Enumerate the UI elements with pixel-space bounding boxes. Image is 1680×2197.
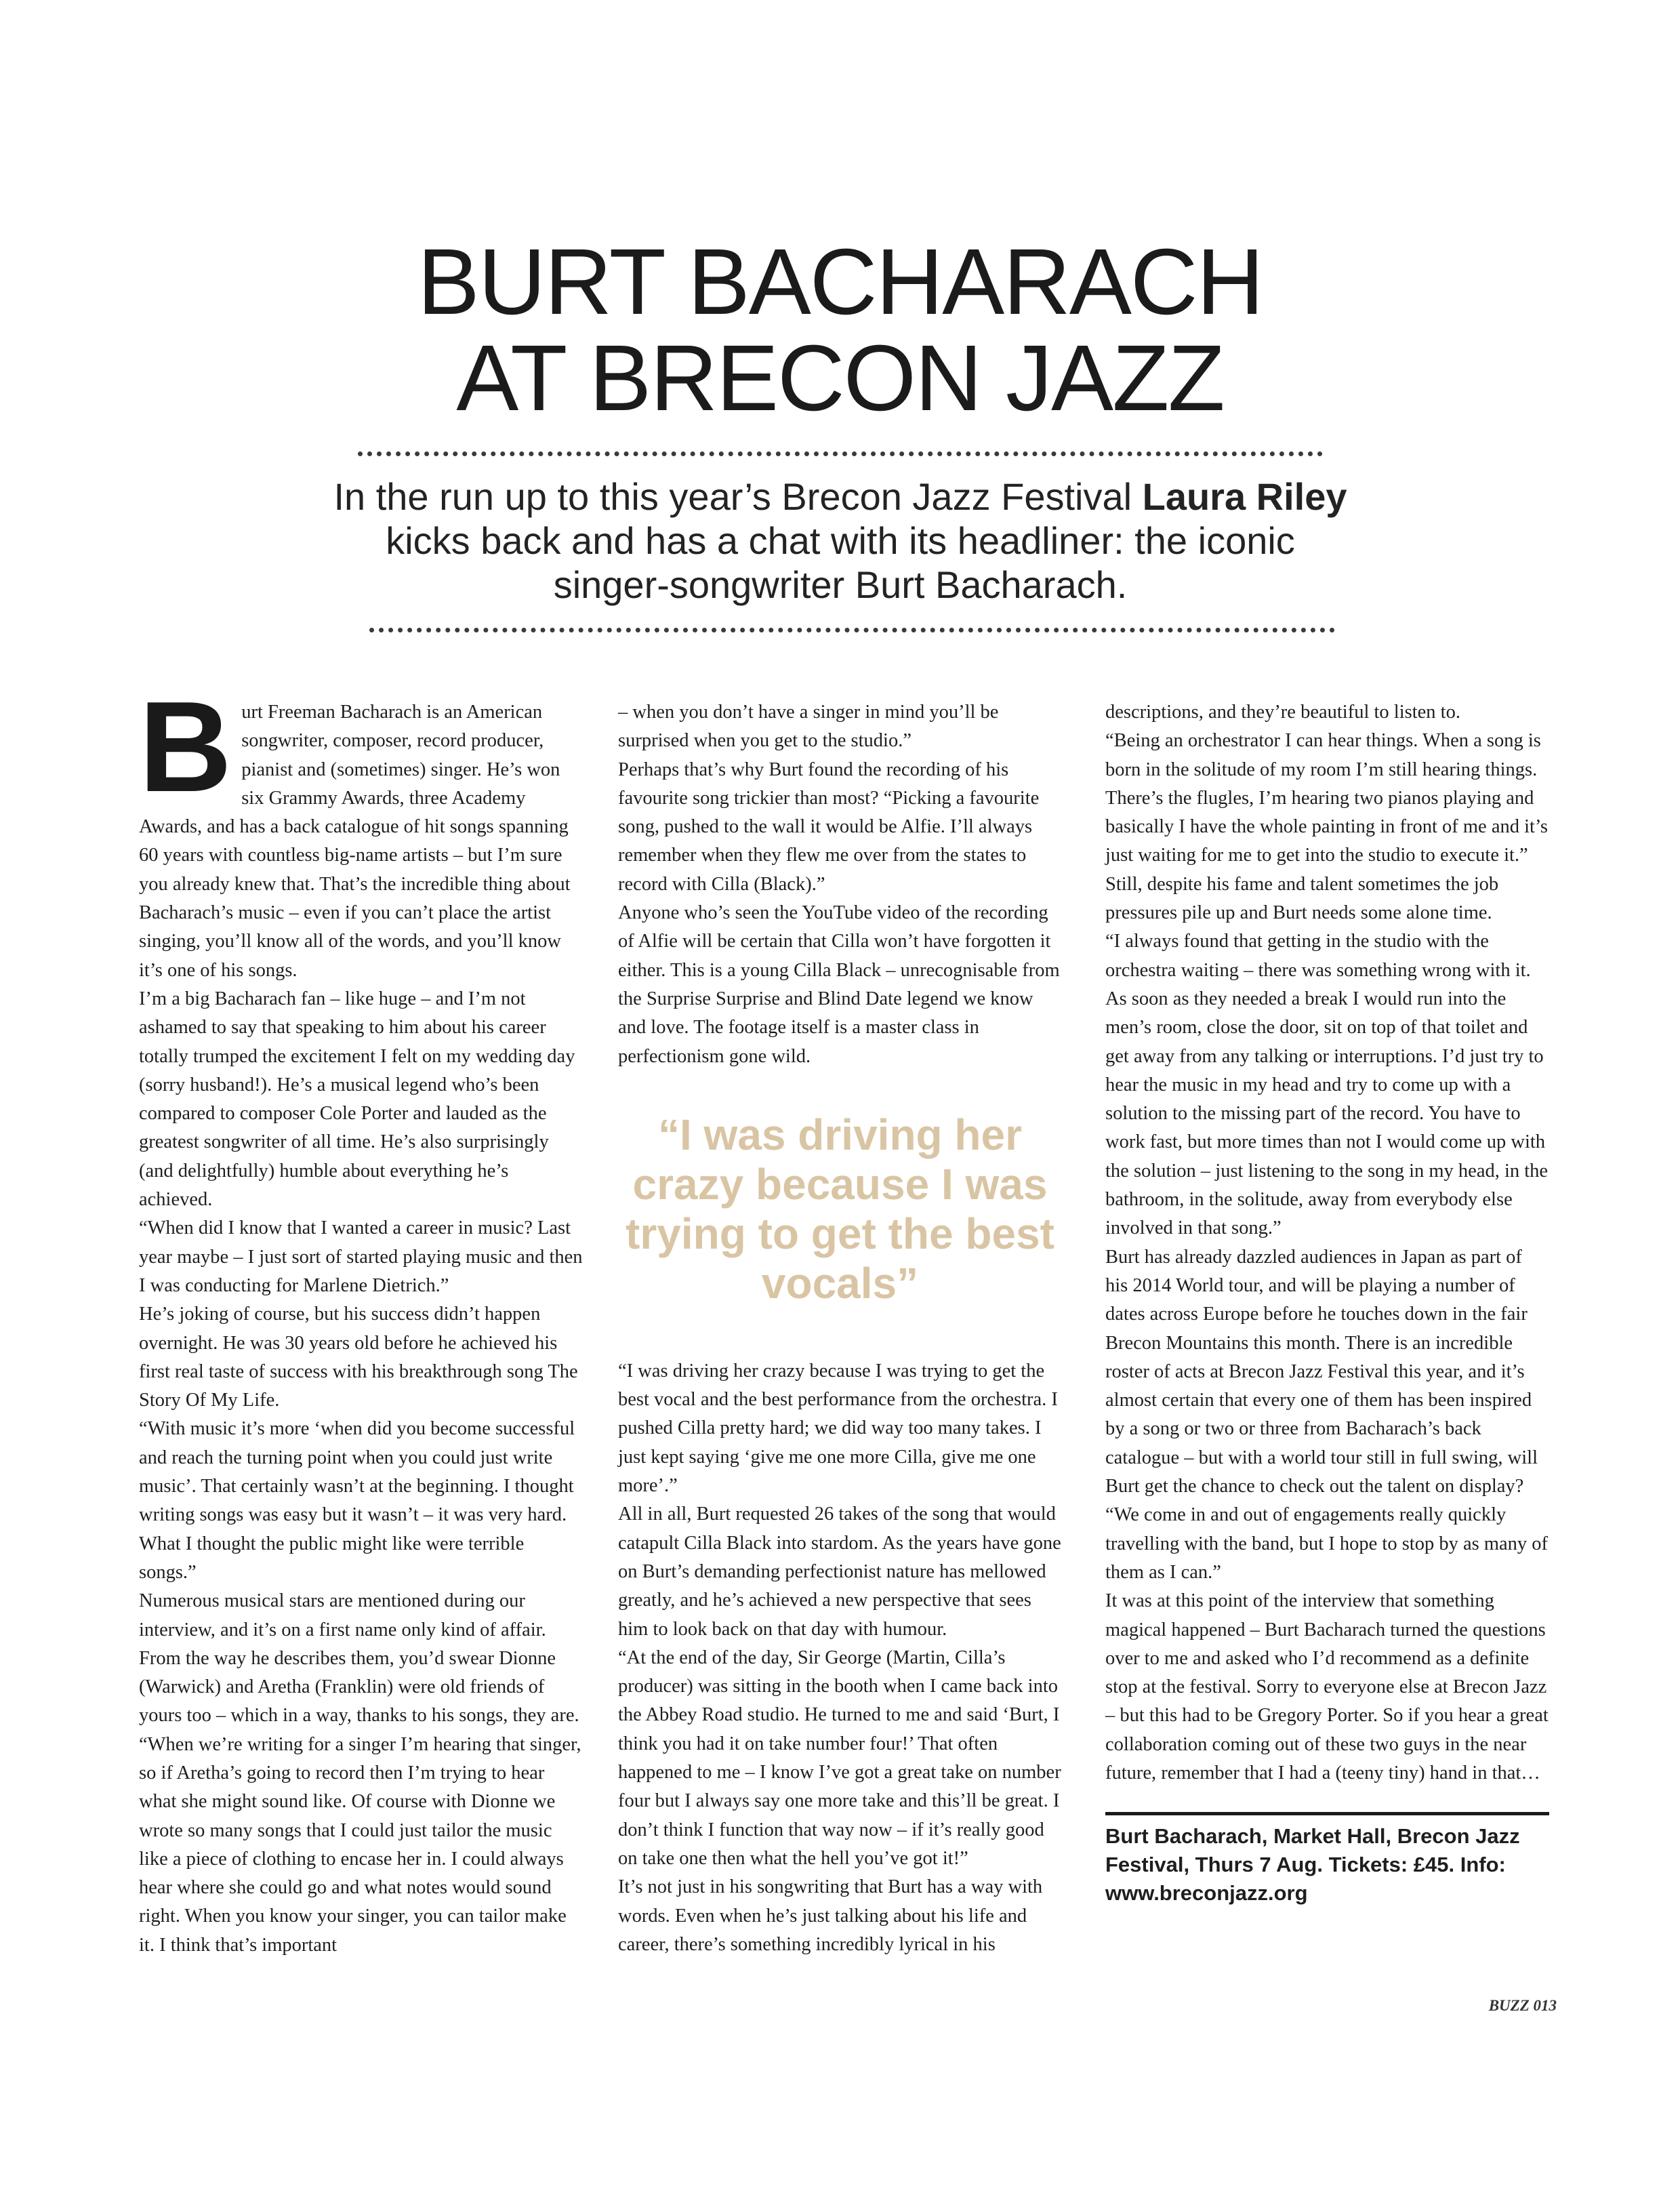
body-paragraph: “I always found that getting in the studio with the orchestra waiting – there was something wrong with it. As soon as they needed a break I would run into the men’s room, close the door, sit on top of that toilet and get away from any talking or interruptions. I’d just try to hear the music in my head and try to come up with a solution to the missing part of the record. You have to work fast, but more times than not I would come up with the solution – just listening to the song in my head, in the bathroom, in the solitude, away from everybody else involved in that song.” xyxy=(1105,931,1549,1239)
event-info-box: Burt Bacharach, Market Hall, Brecon Jazz Festival, Thurs 7 Aug. Tickets: £45. Info: www.breconjazz.org xyxy=(1105,1812,1549,1908)
body-paragraph: Anyone who’s seen the YouTube video of the recording of Alfie will be certain that Cilla won’t have forgotten it either. This is a young Cilla Black – unrecognisable from the Surprise Surprise and Blind Date legend we know and love. The footage itself is a master class in perfectionism gone wild. xyxy=(618,902,1060,1067)
body-paragraph: Numerous musical stars are mentioned during our interview, and it’s on a first name only kind of affair. From the way he describes them, you’d swear Dionne (Warwick) and Aretha (Franklin) were old friends of yours too – which in a way, thanks to his songs, they are. xyxy=(139,1590,579,1727)
body-paragraph: I’m a big Bacharach fan – like huge – and I’m not ashamed to say that speaking to him about his career totally trumped the excitement I felt on my wedding day (sorry husband!). He’s a musical legend who’s been compared to composer Cole Porter and lauded as the greatest songwriter of all time. He’s also surprisingly (and delightfully) humble about everything he’s achieved. xyxy=(139,988,575,1211)
body-paragraph: “At the end of the day, Sir George (Martin, Cilla’s producer) was sitting in the booth when I came back into the Abbey Road studio. He turned to me and said ‘Burt, I think you had it on take number four!’ That often happened to me – I know I’ve got a great take on number four but I always say one more take and this’ll be great. I don’t think I function that way now – if it’s really good on take one then what the hell you’ve got it!” xyxy=(618,1647,1061,1869)
body-paragraph: Perhaps that’s why Burt found the recording of his favourite song trickier than most? “Picking a favourite song, pushed to the wall it would be Alfie. I’ll always remember when they flew me over from the states to record with Cilla (Black).” xyxy=(618,759,1040,895)
body-paragraph: – when you don’t have a singer in mind you’ll be surprised when you get to the studio.” xyxy=(618,702,999,752)
body-paragraph: “When we’re writing for a singer I’m hearing that singer, so if Aretha’s going to record then I’m trying to hear what she might sound like. Of course with Dionne we wrote so many songs that I could just tailor the music like a piece of clothing to encase her in. I could always hear where she could go and what notes would sound right. When you know your singer, you can tailor make it. I think that’s important xyxy=(139,1733,581,1956)
standfirst-rest: kicks back and has a chat with its headliner: the iconic singer-songwriter Burt Bacharach. xyxy=(386,519,1295,606)
body-paragraph: Burt has already dazzled audiences in Japan as part of his 2014 World tour, and will be playing a number of dates across Europe before he touches down in the fair Brecon Mountains this month. There is an incredible roster of acts at Brecon Jazz Festival this year, and it’s almost certain that every one of them has been inspired by a song or two or three from Bacharach’s back catalogue – but with a world tour still in full swing, will Burt get the chance to check out the talent on display? xyxy=(1105,1246,1538,1497)
article-column-1 xyxy=(139,675,583,1960)
dotted-divider-top xyxy=(358,451,1323,456)
article-column-3 xyxy=(1105,698,1549,1908)
article-headline xyxy=(0,230,1680,430)
headline-line-2: AT BRECON JAZZ xyxy=(456,326,1224,430)
body-paragraph: “With music it’s more ‘when did you become successful and reach the turning point when you could just write music’. That certainly wasn’t at the beginning. I thought writing songs was easy but it wasn’t – it was very hard. What I thought the public might like were terrible songs.” xyxy=(139,1418,575,1583)
page-folio: BUZZ 013 xyxy=(1488,1997,1557,2014)
pull-quote: “I was driving her crazy because I was trying to get the best vocals” xyxy=(626,1110,1054,1308)
drop-cap: B xyxy=(139,675,232,819)
standfirst xyxy=(325,475,1355,607)
body-paragraph: “Being an orchestrator I can hear things. When a song is born in the solitude of my room I’m still hearing things. There’s the flugles, I’m hearing two pianos playing and basically I have the whole painting in front of me and it’s just waiting for me to get into the studio to execute it.” xyxy=(1105,730,1548,866)
body-paragraph: “I was driving her crazy because I was trying to get the best vocal and the best performance from the orchestra. I pushed Cilla pretty hard; we did way too many takes. I just kept saying ‘give me one more Cilla, give me one more’.” xyxy=(618,1360,1058,1497)
standfirst-intro: In the run up to this year’s Brecon Jazz Festival xyxy=(333,475,1143,518)
headline-line-1: BURT BACHARACH xyxy=(417,230,1263,334)
dotted-divider-bottom xyxy=(369,628,1335,632)
body-paragraph: descriptions, and they’re beautiful to listen to. xyxy=(1105,702,1460,723)
author-name: Laura Riley xyxy=(1142,475,1347,518)
body-paragraph: It’s not just in his songwriting that Burt has a way with words. Even when he’s just talking about his life and career, there’s something incredibly lyrical in his xyxy=(618,1876,1043,1955)
body-paragraph: “We come in and out of engagements really quickly travelling with the band, but I hope to stop by as many of them as I can.” xyxy=(1105,1504,1549,1583)
body-paragraph: urt Freeman Bacharach is an American songwriter, composer, record producer, pianist and (sometimes) singer. He’s won six Grammy Awards, three Academy Awards, and has a back catalogue of hit songs spanning 60 years with countless big-name artists – but I’m sure you already knew that. That’s the incredible thing about Bacharach’s music – even if you can’t place the artist singing, you’ll know all of the words, and you’ll know it’s one of his songs. xyxy=(139,702,571,981)
body-paragraph: He’s joking of course, but his success didn’t happen overnight. He was 30 years old before he achieved his first real taste of success with his breakthrough song The Story Of My Life. xyxy=(139,1304,578,1411)
body-paragraph: Still, despite his fame and talent sometimes the job pressures pile up and Burt needs some alone time. xyxy=(1105,873,1499,924)
article-column-2 xyxy=(618,698,1062,1959)
body-paragraph: “When did I know that I wanted a career in music? Last year maybe – I just sort of started playing music and then I was conducting for Marlene Dietrich.” xyxy=(139,1217,583,1296)
body-paragraph: All in all, Burt requested 26 takes of the song that would catapult Cilla Black into stardom. As the years have gone on Burt’s demanding perfectionist nature has mellowed greatly, and he’s achieved a new perspective that sees him to look back on that day with humour. xyxy=(618,1504,1061,1640)
body-paragraph: It was at this point of the interview that something magical happened – Burt Bacharach turned the questions over to me and asked who I’d recommend as a definite stop at the festival. Sorry to everyone else at Brecon Jazz – but this had to be Gregory Porter. So if you hear a great collaboration coming out of these two guys in the near future, remember that I had a (teeny tiny) hand in that… xyxy=(1105,1590,1549,1783)
